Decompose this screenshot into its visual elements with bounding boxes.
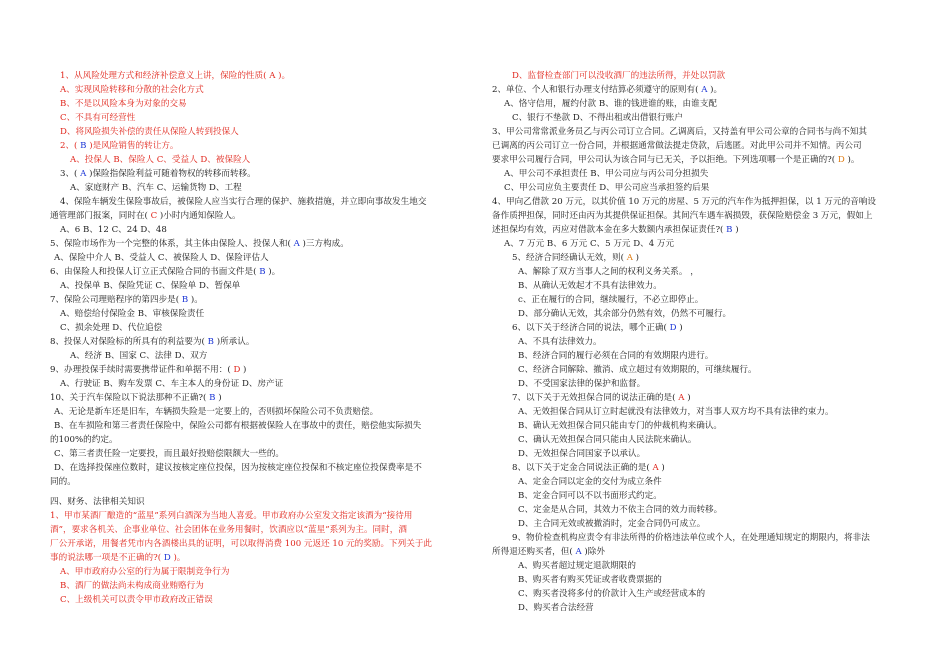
q7-options-row-2: C、损余处理 D、代位追偿 xyxy=(60,323,163,333)
s8-option-a: A、定金合同以定金的交付为成立条件 xyxy=(518,477,662,487)
s6-option-c: C、经济合同解除、撤消、成立超过有效期限的，可继续履行。 xyxy=(518,365,757,375)
s9-option-a: A、购买者超过规定退款期限的 xyxy=(518,561,636,571)
answer-mark: B xyxy=(207,337,214,347)
q7-options-row-1: A、赔偿给付保险金 B、审核保险责任 xyxy=(60,309,205,319)
q2-options: A、投保人 B、保险人 C、受益人 D、被保险人 xyxy=(70,155,251,165)
s9-option-d: D、购买者合法经营 xyxy=(518,603,594,613)
answer-mark: B xyxy=(259,267,266,277)
q1-option-c: C、不具有可经营性 xyxy=(60,113,136,123)
s-question-8: 8、以下关于定金合同说法正确的是( A ) xyxy=(512,463,665,473)
question-6: 6、由保险人和投保人订立正式保险合同的书面文件是( B )。 xyxy=(50,267,281,277)
s-question-5: 5、经济合同经确认无效，则( A ) xyxy=(512,253,639,263)
q10-option-d-line-1: D、在选择投保座位数时，建议按核定座位投保，因为按核定座位投保和不核定座位投保费率是不 xyxy=(54,463,422,473)
s8-option-d: D、主合同无效或被撤消时，定金合同仍可成立。 xyxy=(518,519,706,529)
q8-options: A、经济 B、国家 C、法律 D、双方 xyxy=(70,351,208,361)
question-9: 9、办理投保手续时需要携带证件和单据不用：( D ) xyxy=(50,365,247,375)
answer-mark: A xyxy=(626,253,633,263)
s2-options-row-1: A、恪守信用，履约付款 B、谁的钱进谁的账，由谁支配 xyxy=(504,99,717,109)
s1-option-b: B、酒厂的做法尚未构成商业贿赂行为 xyxy=(60,581,204,591)
question-3: 3、( A )保险指保险利益可随着物权的转移而转移。 xyxy=(60,169,256,179)
s1-line-1: 1、甲市某酒厂酿造的“蓝星”系列白酒深为当地人喜爱。甲市政府办公室发文指定该酒为“接待用 xyxy=(50,511,413,521)
s5-option-c: c、正在履行的合同，继续履行，不必立即停止。 xyxy=(518,295,704,305)
s-question-3-line-1: 3、甲公司常常派业务员乙与丙公司订立合同。乙调离后，又持盖有甲公司公章的合同书与尚不知其 xyxy=(492,127,868,137)
q10-option-c: C、第三者责任险一定要投，而且最好投赔偿限额大一些的。 xyxy=(54,449,285,459)
answer-mark: A xyxy=(701,85,708,95)
answer-mark: B xyxy=(726,225,733,235)
s1-option-a: A、甲市政府办公室的行为属于限制竞争行为 xyxy=(60,567,230,577)
s4-options: A、7 万元 B、6 万元 C、5 万元 D、4 万元 xyxy=(504,239,675,249)
s1-line-3: 厂公开承诺，用餐者凭市内各酒楼出具的证明，可以取得消费 100 元返还 10 元的奖励。下列关于此 xyxy=(50,539,433,549)
q10-option-b-line-1: B、在车损险和第三者责任保险中，保险公司都有根据被保险人在事故中的责任，赔偿他实际损失 xyxy=(54,421,422,431)
answer-mark: D xyxy=(163,553,171,563)
s-question-7: 7、以下关于无效担保合同的说法正确的是( A ) xyxy=(512,393,691,403)
s8-option-c: C、定金是从合同，其效力不依主合同的效力而转移。 xyxy=(518,505,723,515)
answer-mark: A xyxy=(80,169,87,179)
q10-option-b-line-2: 的100%的约定。 xyxy=(50,435,118,445)
s-question-6: 6、以下关于经济合同的说法，哪个正确( D ) xyxy=(512,323,683,333)
answer-mark: A xyxy=(575,547,582,557)
s9-option-b: B、购买者有购买凭证或者收费票据的 xyxy=(518,575,662,585)
s1-option-d: D、监督检查部门可以没收酒厂的违法所得，并处以罚款 xyxy=(512,71,726,81)
section-heading: 四、财务、法律相关知识 xyxy=(50,497,145,507)
s3-options-row-2: C、甲公司应负主要责任 D、甲公司应当承担签约后果 xyxy=(504,183,710,193)
s-question-4-line-3: 述担保均有效，丙应对借款本金在多大数额内承担保证责任?( B ) xyxy=(492,225,739,235)
s7-option-a: A、无效担保合同从订立时起就没有法律效力，对当事人双方均不具有法律约束力。 xyxy=(518,407,834,417)
s-question-4-line-1: 4、甲向乙借款 20 万元，以其价值 10 万元的房屋、5 万元的汽车作为抵押担保，以 1 万元的音响设 xyxy=(492,197,876,207)
answer-mark: D xyxy=(837,155,845,165)
s1-line-2: 酒”，要求各机关、企事业单位、社会团体在业务用餐时，饮酒应以“蓝星”系列为主。同时，酒 xyxy=(50,525,407,535)
q5-options: A、保险中介人 B、受益人 C、被保险人 D、保险评估人 xyxy=(54,253,269,263)
s6-option-d: D、不受国家法律的保护和监督。 xyxy=(518,379,646,389)
q6-options: A、投保单 B、保险凭证 C、保险单 D、暂保单 xyxy=(60,281,241,291)
s-question-2: 2、单位、个人和银行办理支付结算必须遵守的原则有( A )。 xyxy=(492,85,723,95)
question-5: 5、保险市场作为一个完整的体系，其主体由保险人、投保人和( A )三方构成。 xyxy=(50,239,349,249)
answer-mark: A xyxy=(678,393,685,403)
s7-option-d: D、无效担保合同国家予以承认。 xyxy=(518,449,646,459)
s5-option-a: A、解除了双方当事人之间的权利义务关系。 ， xyxy=(518,267,699,277)
s1-option-c: C、上级机关可以责令甲市政府改正错误 xyxy=(60,595,213,605)
s-question-3-line-2: 已调离的丙公司订立一份合同，并根据通常做法提走贷款，后逃匿。对此甲公司并不知情。丙公司 xyxy=(492,141,862,151)
s-question-9-line-1: 9、物价检查机构应责令有非法所得的价格违法单位或个人，在处理通知规定的期限内，将非法 xyxy=(512,533,870,543)
q4-options: A、6 B、12 C、24 D、48 xyxy=(60,225,167,235)
answer-mark: C xyxy=(150,211,158,221)
answer-mark: B xyxy=(80,141,87,151)
s6-option-a: A、不具有法律效力。 xyxy=(518,337,602,347)
q1-option-d: D、将风险损失补偿的责任从保险人转到投保人 xyxy=(60,127,239,137)
s3-options-row-1: A、甲公司不承担责任 B、甲公司应与丙公司分担损失 xyxy=(504,169,709,179)
answer-mark: A xyxy=(652,463,659,473)
s9-option-c: C、购买者没将多付的价款计入生产或经营成本的 xyxy=(518,589,706,599)
q10-option-a: A、无论是新车还是旧车，车辆损失险是一定要上的，否则损坏保险公司不负责赔偿。 xyxy=(54,407,379,417)
s7-option-c: C、确认无效担保合同只能由人民法院来确认。 xyxy=(518,435,697,445)
s-question-3-line-3: 要求甲公司履行合同，甲公司认为该合同与已无关，予以拒绝。下列选项哪一个是正确的?( D )。 xyxy=(492,155,860,165)
question-7: 7、保险公司理赔程序的第四步是( B )。 xyxy=(50,295,203,305)
answer-mark: B xyxy=(209,393,216,403)
question-8: 8、投保人对保险标的所具有的利益要为( B )所承认。 xyxy=(50,337,255,347)
s6-option-b: B、经济合同的履行必须在合同的有效期限内进行。 xyxy=(518,351,714,361)
answer-mark: A xyxy=(293,239,300,249)
s8-option-b: B、定金合同可以不以书面形式约定。 xyxy=(518,491,662,501)
question-10: 10、关于汽车保险以下说法那种不正确?( B ) xyxy=(50,393,222,403)
answer-mark: D xyxy=(669,323,677,333)
q9-options: A、行驶证 B、购车发票 C、车主本人的身份证 D、房产证 xyxy=(60,379,284,389)
question-1: 1、从风险处理方式和经济补偿意义上讲，保险的性质( A )。 xyxy=(60,71,291,81)
s5-option-b: B、从确认无效起才不具有法律效力。 xyxy=(518,281,662,291)
answer-mark: B xyxy=(181,295,189,305)
s2-options-row-2: C、银行不垫款 D、不得出租或出借银行账户 xyxy=(512,113,683,123)
q1-option-a: A、实现风险转移和分散的社会化方式 xyxy=(60,85,204,95)
s-question-4-line-2: 备作质押担保，同时还由丙为其提供保证担保。其间汽车遇车祸损毁，获保险赔偿金 3 万元，假如上 xyxy=(492,211,873,221)
question-4-line-1: 4、保险车辆发生保险事故后，被保险人应当实行合理的保护、施救措施，并立即向事故发生地交 xyxy=(60,197,427,207)
q1-option-b: B、不是以风险本身为对象的交易 xyxy=(60,99,187,109)
question-2: 2、( B )是风险销售的转让方。 xyxy=(60,141,179,151)
s7-option-b: B、确认无效担保合同只能由专门的仲裁机构来确认。 xyxy=(518,421,722,431)
q10-option-d-line-2: 同的。 xyxy=(50,477,76,487)
q3-options: A、家庭财产 B、汽车 C、运输货物 D、工程 xyxy=(70,183,242,193)
s1-line-4: 事的说法哪一项是不正确的?( D )。 xyxy=(50,553,186,563)
question-4-line-2: 通管理部门报案，同时在( C )小时内通知保险人。 xyxy=(50,211,241,221)
answer-mark: D xyxy=(233,365,241,375)
s-question-9-line-2: 所得退还购买者，但( A )除外 xyxy=(492,547,605,557)
s5-option-d: D、部分确认无效，其余部分仍然有效，仍然不可履行。 xyxy=(518,309,732,319)
